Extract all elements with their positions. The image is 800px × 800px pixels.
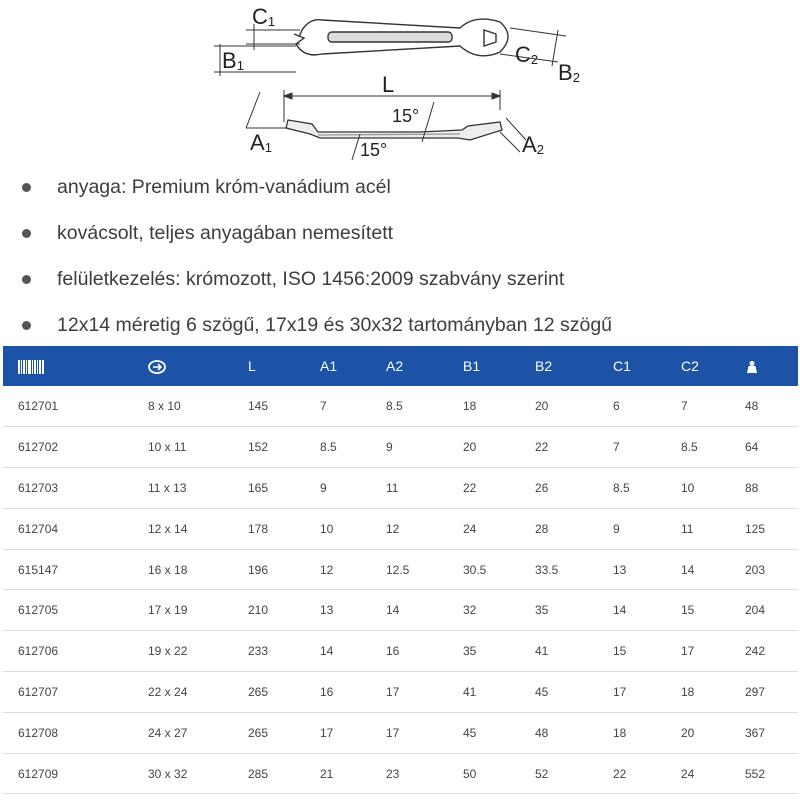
cell-b2: 52 xyxy=(535,766,549,781)
label-l: L xyxy=(382,72,395,97)
cell-c2: 15 xyxy=(681,603,695,618)
cell-article-number: 612703 xyxy=(18,480,59,495)
cell-c1: 15 xyxy=(613,644,627,659)
cell-weight: 48 xyxy=(745,399,759,414)
cell-a2: 8.5 xyxy=(386,399,403,414)
cell-weight: 367 xyxy=(745,725,766,740)
cell-c2: 17 xyxy=(681,644,695,659)
cell-c2: 14 xyxy=(681,562,695,577)
cell-a1: 14 xyxy=(320,644,334,659)
cell-l: 233 xyxy=(248,644,269,659)
label-c1-sub: 1 xyxy=(267,14,276,29)
cell-article-number: 612705 xyxy=(18,603,59,618)
cell-c2: 8.5 xyxy=(681,440,698,455)
cell-size: 16 x 18 xyxy=(148,562,188,577)
cell-article-number: 612708 xyxy=(18,725,59,740)
cell-c1: 18 xyxy=(613,725,627,740)
cell-b2: 20 xyxy=(535,399,549,414)
cell-size: 19 x 22 xyxy=(148,644,188,659)
cell-b2: 28 xyxy=(535,521,549,536)
table-row xyxy=(3,549,798,590)
cell-b2: 33.5 xyxy=(535,562,559,577)
col-header-l: L xyxy=(248,358,256,374)
cell-b1: 41 xyxy=(463,684,477,699)
svg-text:A1 xyxy=(250,130,272,155)
cell-c2: 20 xyxy=(681,725,695,740)
svg-text:C1 xyxy=(252,4,275,29)
label-b2: B xyxy=(558,60,573,85)
spec-table xyxy=(3,346,798,794)
cell-weight: 242 xyxy=(745,644,766,659)
col-header-c2: C2 xyxy=(681,358,699,374)
table-row xyxy=(3,386,798,427)
cell-c1: 17 xyxy=(613,684,627,699)
col-header-weight xyxy=(730,346,798,386)
cell-c1: 8.5 xyxy=(613,480,630,495)
cell-l: 178 xyxy=(248,521,269,536)
cell-a1: 13 xyxy=(320,603,334,618)
label-b2-sub: 2 xyxy=(572,70,580,85)
label-a1: A xyxy=(250,130,265,155)
cell-weight: 64 xyxy=(745,440,759,455)
cell-a1: 9 xyxy=(320,480,327,495)
col-header-a2: A2 xyxy=(386,358,404,374)
cell-l: 152 xyxy=(248,440,269,455)
cell-b2: 26 xyxy=(535,480,549,495)
table-row xyxy=(3,631,798,672)
cell-a2: 12 xyxy=(386,521,400,536)
cell-c1: 14 xyxy=(613,603,627,618)
cell-a2: 23 xyxy=(386,766,400,781)
cell-article-number: 612701 xyxy=(18,399,59,414)
cell-size: 17 x 19 xyxy=(148,603,188,618)
cell-a2: 9 xyxy=(386,440,393,455)
cell-b1: 18 xyxy=(463,399,477,414)
cell-c1: 22 xyxy=(613,766,627,781)
table-row xyxy=(3,590,798,631)
cell-a1: 8.5 xyxy=(320,440,337,455)
cell-b1: 20 xyxy=(463,440,477,455)
cell-l: 196 xyxy=(248,562,269,577)
cell-b2: 41 xyxy=(535,644,549,659)
bullet-icon xyxy=(22,183,31,192)
cell-b1: 24 xyxy=(463,521,477,536)
cell-a1: 7 xyxy=(320,399,327,414)
feature-text: 12x14 méretig 6 szögű, 17x19 és 30x32 tartományban 12 szögű xyxy=(57,314,613,336)
table-row xyxy=(3,672,798,713)
cell-a2: 17 xyxy=(386,725,400,740)
cell-b2: 48 xyxy=(535,725,549,740)
cell-c1: 13 xyxy=(613,562,627,577)
cell-weight: 204 xyxy=(745,603,766,618)
bullet-icon xyxy=(22,321,31,330)
cell-b1: 32 xyxy=(463,603,477,618)
cell-a2: 16 xyxy=(386,644,400,659)
svg-text:C2 xyxy=(515,42,538,67)
cell-size: 30 x 32 xyxy=(148,766,188,781)
table-row xyxy=(3,468,798,509)
label-c2: C xyxy=(515,42,531,67)
cell-a2: 14 xyxy=(386,603,400,618)
cell-a1: 10 xyxy=(320,521,334,536)
cell-article-number: 612702 xyxy=(18,440,59,455)
table-row xyxy=(3,508,798,549)
cell-l: 265 xyxy=(248,725,269,740)
cell-a2: 11 xyxy=(386,480,399,495)
feature-text: felületkezelés: krómozott, ISO 1456:2009 szabvány szerint xyxy=(57,268,565,290)
table-row xyxy=(3,753,798,794)
weight-icon xyxy=(745,360,759,374)
cell-l: 145 xyxy=(248,399,269,414)
cell-l: 165 xyxy=(248,480,269,495)
cell-a1: 21 xyxy=(320,766,334,781)
cell-c1: 6 xyxy=(613,399,620,414)
cell-weight: 88 xyxy=(745,480,759,495)
svg-text:A2 xyxy=(522,132,544,157)
wrench-top-view xyxy=(294,19,508,56)
feature-list xyxy=(20,172,612,356)
col-header-a1: A1 xyxy=(320,358,338,374)
cell-weight: 203 xyxy=(745,562,766,577)
cell-b1: 45 xyxy=(463,725,477,740)
cell-c2: 18 xyxy=(681,684,695,699)
cell-article-number: 612704 xyxy=(18,521,59,536)
cell-c2: 24 xyxy=(681,766,695,781)
cell-weight: 552 xyxy=(745,766,766,781)
col-header-size xyxy=(133,346,233,386)
svg-text:B2 xyxy=(558,60,580,85)
cell-size: 24 x 27 xyxy=(148,725,188,740)
cell-l: 285 xyxy=(248,766,269,781)
cell-l: 210 xyxy=(248,603,269,618)
cell-c1: 9 xyxy=(613,521,620,536)
label-a2: A xyxy=(522,132,537,157)
col-header-b2: B2 xyxy=(535,358,553,374)
cell-size: 10 x 11 xyxy=(148,440,187,455)
feature-item xyxy=(20,172,612,218)
cell-b2: 35 xyxy=(535,603,549,618)
cell-b1: 22 xyxy=(463,480,477,495)
cell-b1: 35 xyxy=(463,644,477,659)
table-row xyxy=(3,427,798,468)
feature-text: anyaga: Premium króm-vanádium acél xyxy=(57,176,391,198)
cell-b1: 50 xyxy=(463,766,477,781)
wrench-dimension-drawing xyxy=(200,0,620,165)
feature-item xyxy=(20,264,612,310)
bullet-icon xyxy=(22,229,31,238)
cell-weight: 125 xyxy=(745,521,766,536)
label-a2-sub: 2 xyxy=(536,142,544,157)
barcode-icon xyxy=(18,360,44,374)
label-angle-bottom: 15° xyxy=(360,140,388,160)
cell-size: 12 x 14 xyxy=(148,521,188,536)
label-b1: B xyxy=(222,48,237,73)
feature-text: kovácsolt, teljes anyagában nemesített xyxy=(57,222,394,244)
cell-size: 22 x 24 xyxy=(148,684,188,699)
label-angle-top: 15° xyxy=(392,106,420,126)
cell-c2: 7 xyxy=(681,399,688,414)
cell-a2: 17 xyxy=(386,684,400,699)
cell-a1: 12 xyxy=(320,562,334,577)
cell-article-number: 615147 xyxy=(18,562,59,577)
cell-b1: 30.5 xyxy=(463,562,487,577)
cell-a1: 16 xyxy=(320,684,334,699)
table-row xyxy=(3,712,798,753)
cell-c1: 7 xyxy=(613,440,620,455)
table-header-row xyxy=(3,346,798,386)
cell-l: 265 xyxy=(248,684,269,699)
col-header-c1: C1 xyxy=(613,358,631,374)
cell-b2: 45 xyxy=(535,684,549,699)
cell-c2: 10 xyxy=(681,480,695,495)
cell-weight: 297 xyxy=(745,684,766,699)
label-c1: C xyxy=(252,4,268,29)
cell-a1: 17 xyxy=(320,725,334,740)
svg-text:B1 xyxy=(222,48,244,73)
label-c2-sub: 2 xyxy=(530,52,539,67)
cell-article-number: 612707 xyxy=(18,684,59,699)
table-body xyxy=(3,386,798,794)
col-header-article xyxy=(3,346,133,386)
bullet-icon xyxy=(22,275,31,284)
label-a1-sub: 1 xyxy=(264,140,272,155)
cell-article-number: 612706 xyxy=(18,644,59,659)
feature-item xyxy=(20,218,612,264)
cell-c2: 11 xyxy=(681,521,694,536)
cell-a2: 12.5 xyxy=(386,562,410,577)
cell-size: 8 x 10 xyxy=(148,399,181,414)
cell-b2: 22 xyxy=(535,440,549,455)
cell-size: 11 x 13 xyxy=(148,480,187,495)
cell-article-number: 612709 xyxy=(18,766,59,781)
label-b1-sub: 1 xyxy=(236,58,244,73)
wrench-size-icon xyxy=(148,360,166,374)
col-header-b1: B1 xyxy=(463,358,481,374)
